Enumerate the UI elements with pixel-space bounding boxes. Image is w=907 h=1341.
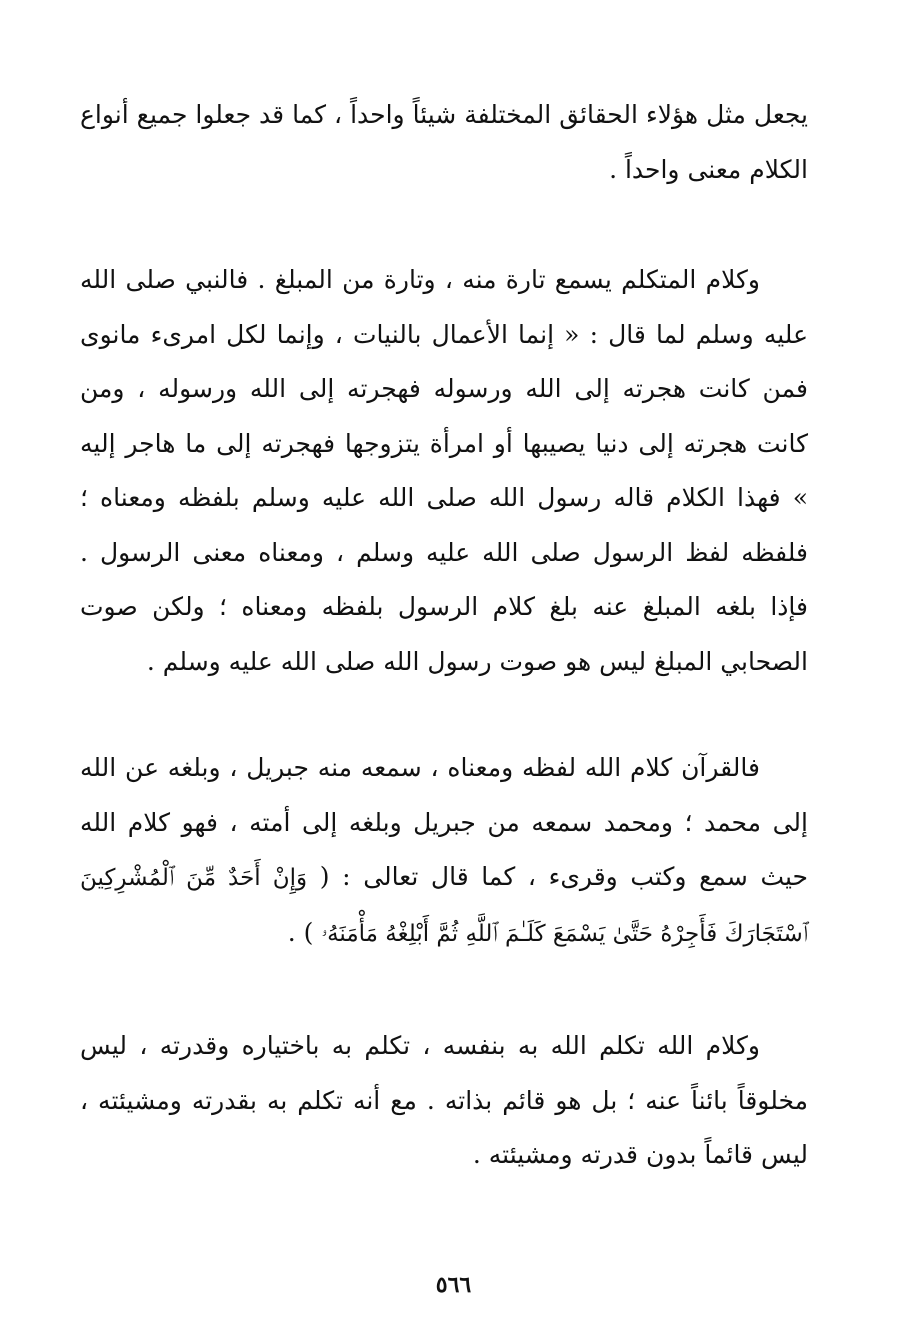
page-number: ٥٦٦ (435, 1272, 472, 1298)
page-body (80, 88, 808, 1183)
paragraph-1: يجعل مثل هؤلاء الحقائق المختلفة شيئاً واحداً ، كما قد جعلوا جميع أنواع الكلام معنى واحداً . (80, 100, 808, 184)
quran-verse-close: ) . (287, 917, 314, 947)
paragraph-2: وكلام المتكلم يسمع تارة منه ، وتارة من المبلغ . فالنبي صلى الله عليه وسلم لما قال : « إنما الأعمال بالنيات ، وإنما لكل امرىء مانوى فمن كانت هجرته إلى الله ورسوله فهجرته إلى الله ورسوله ، ومن كانت هجرته إلى دنيا يصيبها أو امرأة يتزوجها فهجرته إلى ما هاجر إليه » فهذا الكلام قاله رسول الله صلى الله عليه وسلم بلفظه ومعناه ؛ فلفظه لفظ الرسول صلى الله عليه وسلم ، ومعناه معنى الرسول . فإذا بلغه المبلغ عنه بلغ كلام الرسول بلفظه ومعناه ؛ ولكن صوت الصحابي المبلغ ليس هو صوت رسول الله صلى الله عليه وسلم . (80, 265, 808, 676)
quran-verse: وَإِنْ أَحَدٌ مِّنَ ٱلْمُشْرِكِينَ ٱسْتَجَارَكَ فَأَجِرْهُ حَتَّىٰ يَسْمَعَ كَلَـٰمَ ٱللَّهِ ثُمَّ أَبْلِغْهُ مَأْمَنَهُۥ (80, 865, 808, 947)
paragraph-4: وكلام الله تكلم الله به بنفسه ، تكلم به باختياره وقدرته ، ليس مخلوقاً بائناً عنه ؛ بل هو قائم بذاته . مع أنه تكلم به بقدرته ومشيئته ، ليس قائماً بدون قدرته ومشيئته . (80, 1031, 808, 1169)
paragraph-3 (80, 741, 808, 961)
paragraph-3-text: فالقرآن كلام الله لفظه ومعناه ، سمعه منه جبريل ، وبلغه عن الله إلى محمد ؛ ومحمد سمعه من جبريل وبلغه إلى أمته ، فهو كلام الله حيث سمع وكتب وقرىء ، كما قال تعالى : ( (80, 753, 808, 891)
